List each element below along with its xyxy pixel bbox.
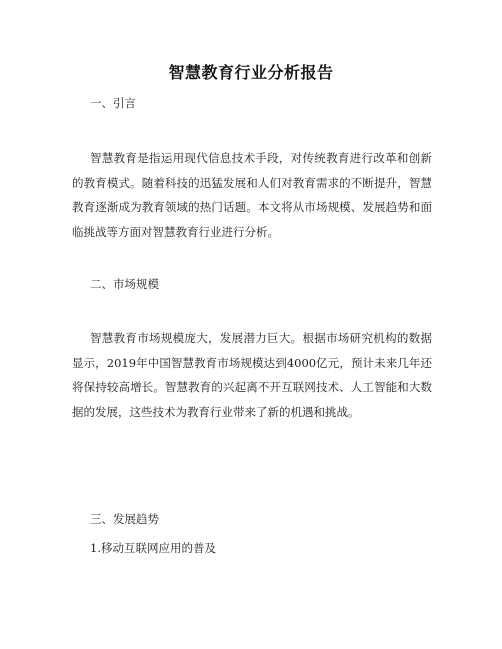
section-subheading-mobile-internet: 1.移动互联网应用的普及: [90, 541, 216, 555]
section-heading-market-size: 二、市场规模: [90, 277, 159, 291]
section-heading-trends: 三、发展趋势: [90, 512, 159, 526]
section-paragraph-introduction: 智慧教育是指运用现代信息技术手段，对传统教育进行改革和创新的教育模式。随着科技的迅猛发展和人们对教育需求的不断提升，智慧教育逐渐成为教育领域的热门话题。本文将从市场规模、发展趋势和面临挑战等方面对智慧教育行业进行分析。: [72, 151, 432, 239]
section-paragraph-market-size: 智慧教育市场规模庞大，发展潜力巨大。根据市场研究机构的数据显示，2019年中国智慧教育市场规模达到4000亿元，预计未来几年还将保持较高增长。智慧教育的兴起离不开互联网技术、人工智能和大数据的发展，这些技术为教育行业带来了新的机遇和挑战。: [72, 331, 432, 419]
document-title: 智慧教育行业分析报告: [168, 63, 334, 82]
section-heading-introduction: 一、引言: [90, 96, 136, 110]
